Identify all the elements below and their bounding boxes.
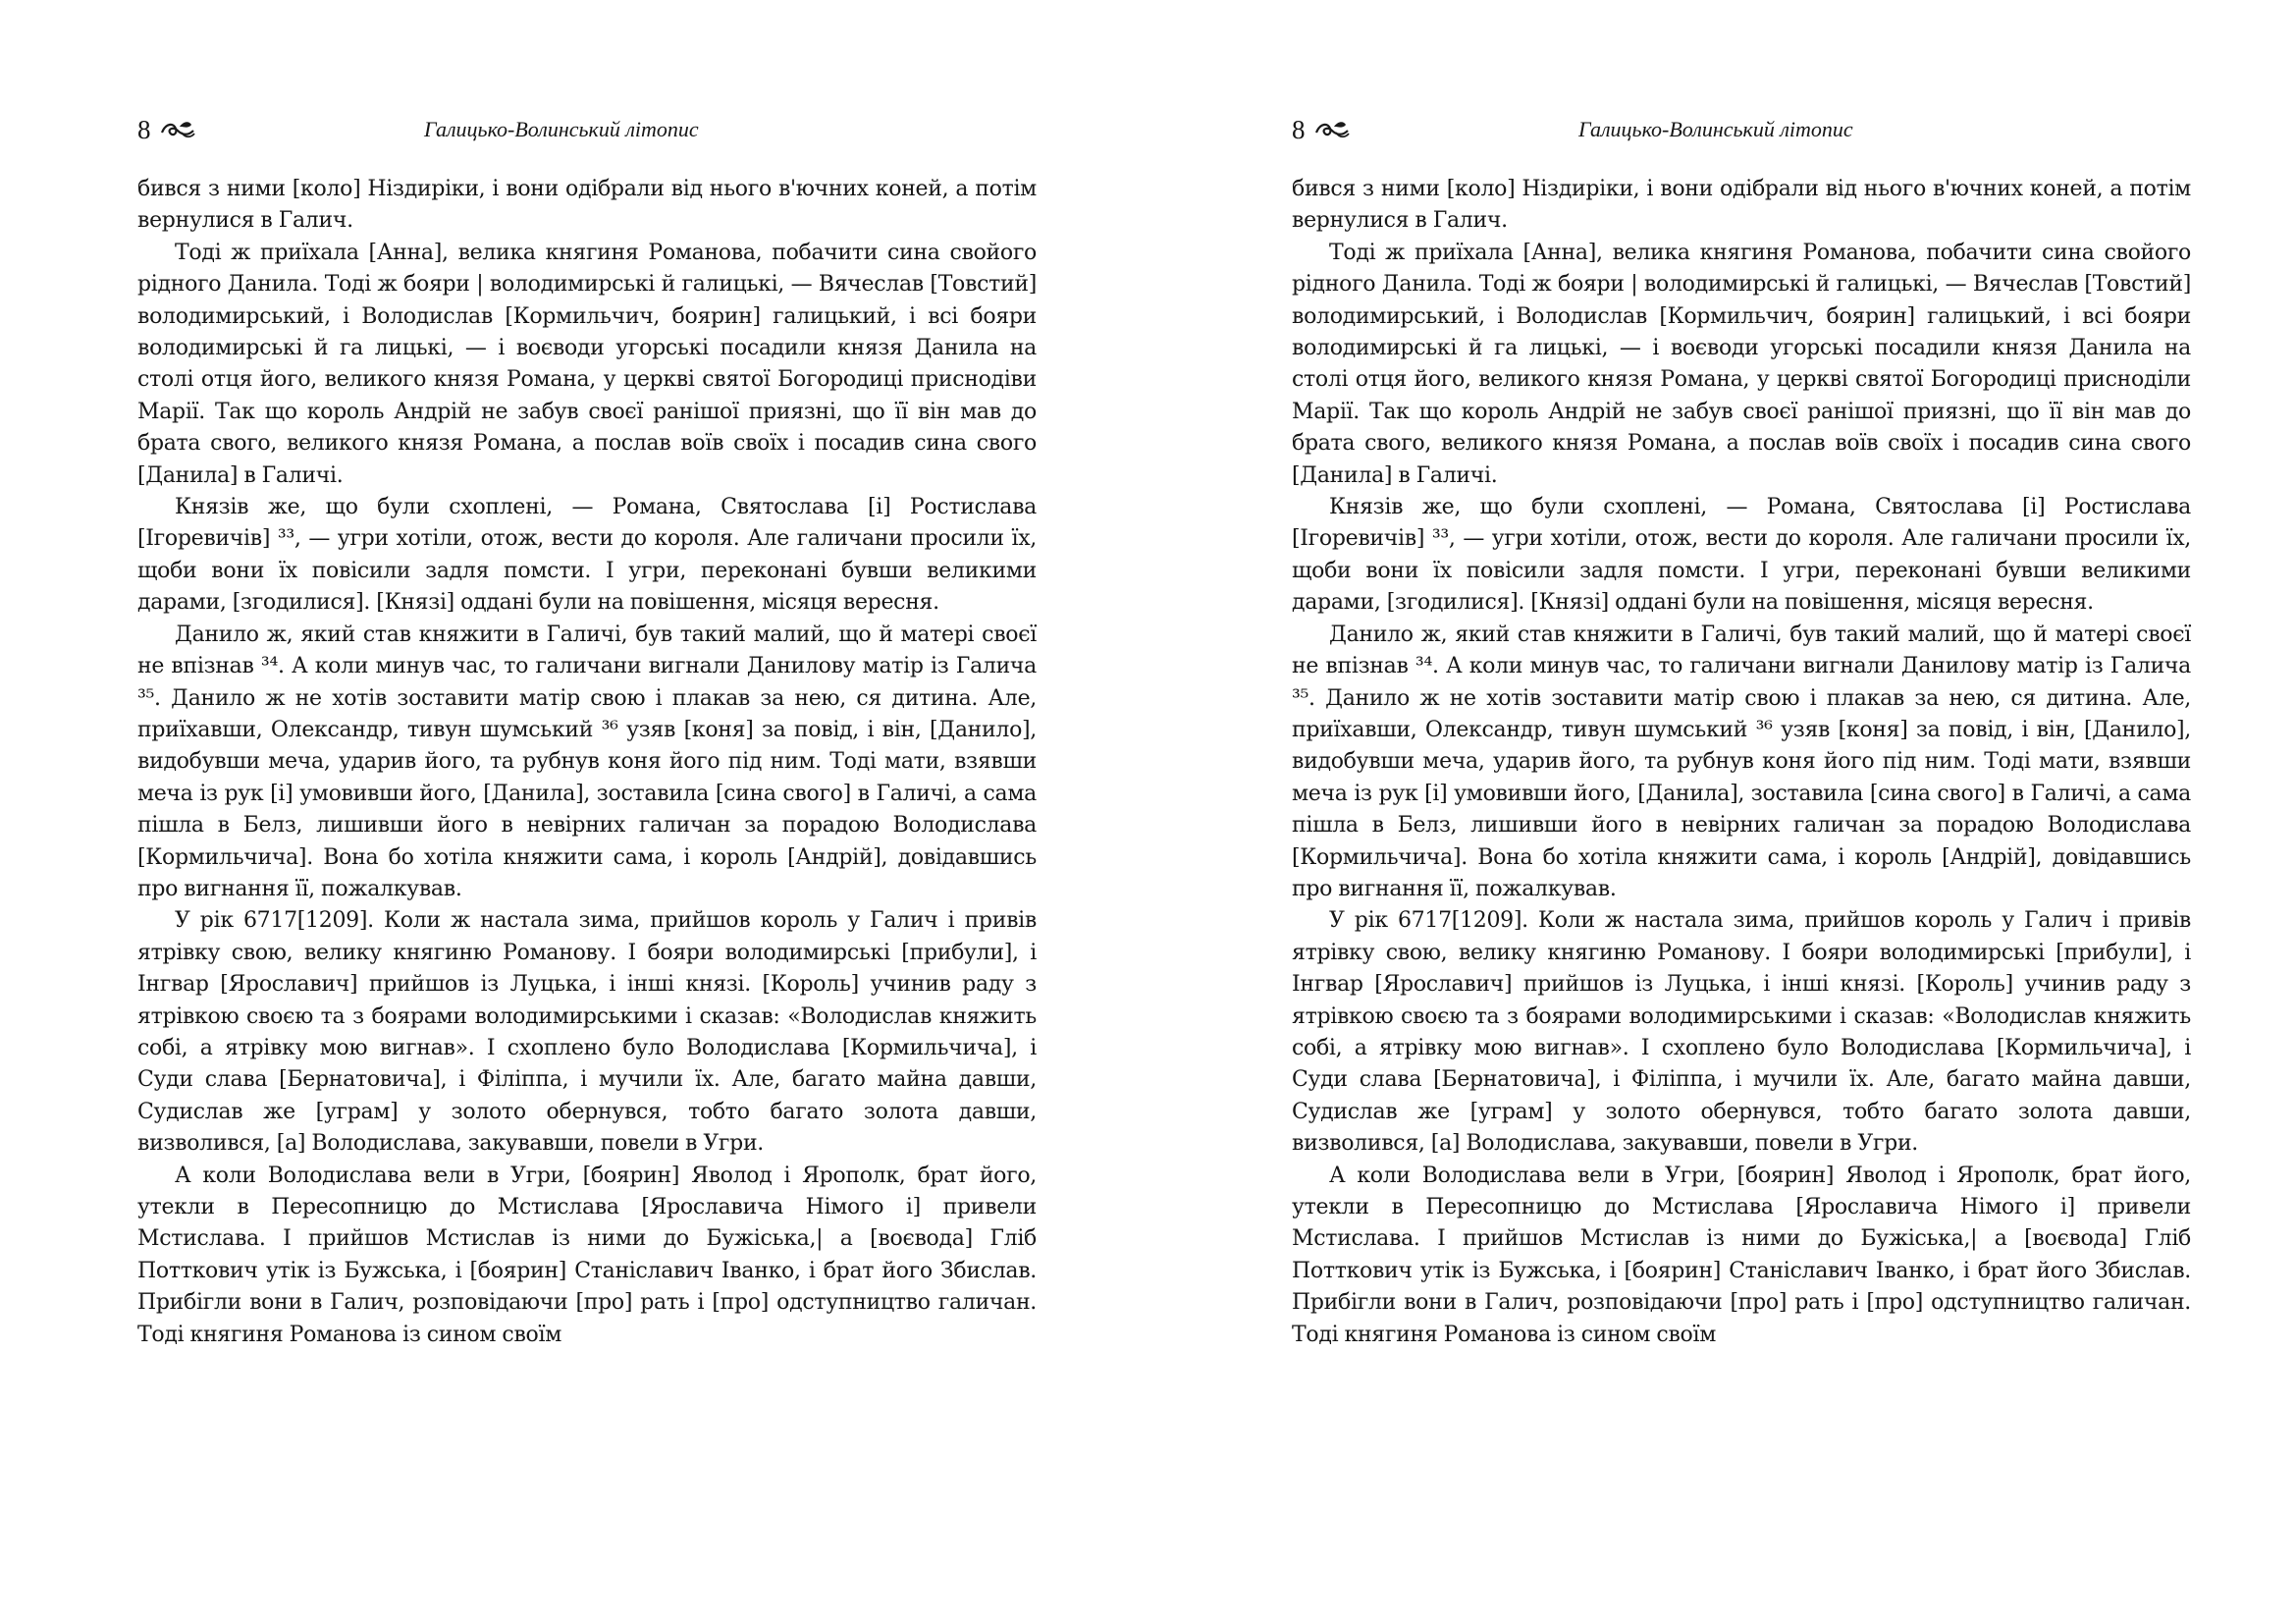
body-text bbox=[137, 174, 1037, 1351]
paragraph: У рік 6717[1209]. Коли ж настала зима, прийшов король у Галич і привів ятрівку свою, велику княгиню Романову. І бояри володимирські [прибули], і Інгвар [Ярославич] прийшов із Луцька, і інші князі. [Король] учинив раду з ятрівкою своєю та з боярами володимирськими і сказав: «Володислав княжить собі, а ятрівку мою вигнав». І схоплено було Володислава [Кормильчича], і Суди слава [Бернатовича], і Філіппа, і мучили їх. Але, багато майна давши, Судислав же [уграм] у золото обернувся, тобто багато золота давши, визволився, [а] Володислава, закувавши, повели в Угри. bbox=[137, 908, 1037, 1157]
running-title: Галицько-Волинський літопис bbox=[424, 117, 699, 141]
paragraph: бився з ними [коло] Ніздиріки, і вони одібрали від нього в'ючних коней, а потім вернулися в Галич. bbox=[137, 177, 1037, 234]
paragraph: У рік 6717[1209]. Коли ж настала зима, прийшов король у Галич і привів ятрівку свою, велику княгиню Романову. І бояри володимирські [прибули], і Інгвар [Ярославич] прийшов із Луцька, і інші князі. [Король] учинив раду з ятрівкою своєю та з боярами володимирськими і сказав: «Володислав княжить собі, а ятрівку мою вигнав». І схоплено було Володислава [Кормильчича], і Суди слава [Бернатовича], і Філіппа, і мучили їх. Але, багато майна давши, Судислав же [уграм] у золото обернувся, тобто багато золота давши, визволився, [а] Володислава, закувавши, повели в Угри. bbox=[1292, 908, 2191, 1157]
page-header bbox=[1292, 110, 2191, 151]
paragraph: Тоді ж приїхала [Анна], велика княгиня Романова, побачити сина свойого рідного Данила. Тоді ж бояри | володимирські й галицькі, — Вячеслав [Товстий] володимирський, і Володислав [Кормильчич, боярин] галицький, і всі бояри володимирські й га лицькі, — і воєводи угорські посадили князя Данила на столі отця його, великого князя Романа, у церкві святої Богородиці присноділи Марії. Так що король Андрій не забув своєї ранішої приязні, що її він мав до брата свого, великого князя Романа, а послав воїв своїх і посадив сина свого [Данила] в Галичі. bbox=[1292, 240, 2191, 488]
paragraph: Князів же, що були схоплені, — Романа, Святослава [і] Ростислава [Ігоревичів] ³³, — угри хотіли, отож, вести до короля. Але галичани просили їх, щоби вони їх повісили задля помсти. І угри, переконані бувши великими дарами, [згодилися]. [Князі] оддані були на повішення, місяця вересня. bbox=[1292, 495, 2191, 616]
paragraph: Данило ж, який став княжити в Галичі, був такий малий, що й матері своєї не впізнав ³⁴. А коли минув час, то галичани вигнали Данилову матір із Галича ³⁵. Данило ж не хотів зоставити матір свою і плакав за нею, ся дитина. Але, приїхавши, Олександр, тивун шумський ³⁶ узяв [коня] за повід, і він, [Данило], видобувши меча, ударив його, та рубнув коня його під ним. Тоді мати, взявши меча із рук [і] умовивши його, [Данила], зоставила [сина свого] в Галичі, а сама пішла в Белз, лишивши його в невірних галичан за порадою Володислава [Кормильчича]. Вона бо хотіла княжити сама, і король [Андрій], довідавшись про вигнання її, пожалкував. bbox=[1292, 622, 2191, 901]
page-number: 8 bbox=[1292, 115, 1306, 144]
body-text bbox=[1292, 174, 2191, 1351]
left-page bbox=[137, 110, 1037, 1351]
page-header bbox=[137, 110, 1037, 151]
floral-ornament-icon bbox=[1314, 119, 1352, 140]
paragraph: А коли Володислава вели в Угри, [боярин] Яволод і Ярополк, брат його, утекли в Пересопницю до Мстислава [Ярославича Німого і] привели Мстислава. І прийшов Мстислав із ними до Бужіська,| а [воєвода] Гліб Потткович утік із Бужська, і [боярин] Станіславич Іванко, і брат його Збислав. Прибігли вони в Галич, розповідаючи [про] рать і [про] одступництво галичан. Тоді княгиня Романова із сином своїм bbox=[137, 1163, 1037, 1347]
floral-ornament-icon bbox=[160, 119, 197, 140]
page-number: 8 bbox=[137, 115, 151, 144]
paragraph: бився з ними [коло] Ніздиріки, і вони одібрали від нього в'ючних коней, а потім вернулися в Галич. bbox=[1292, 177, 2191, 234]
right-page bbox=[1292, 110, 2191, 1351]
paragraph: Данило ж, який став княжити в Галичі, був такий малий, що й матері своєї не впізнав ³⁴. А коли минув час, то галичани вигнали Данилову матір із Галича ³⁵. Данило ж не хотів зоставити матір свою і плакав за нею, ся дитина. Але, приїхавши, Олександр, тивун шумський ³⁶ узяв [коня] за повід, і він, [Данило], видобувши меча, ударив його, та рубнув коня його під ним. Тоді мати, взявши меча із рук [і] умовивши його, [Данила], зоставила [сина свого] в Галичі, а сама пішла в Белз, лишивши його в невірних галичан за порадою Володислава [Кормильчича]. Вона бо хотіла княжити сама, і король [Андрій], довідавшись про вигнання її, пожалкував. bbox=[137, 622, 1037, 901]
paragraph: Тоді ж приїхала [Анна], велика княгиня Романова, побачити сина свойого рідного Данила. Тоді ж бояри | володимирські й галицькі, — Вячеслав [Товстий] володимирський, і Володислав [Кормильчич, боярин] галицький, і всі бояри володимирські й га лицькі, — і воєводи угорські посадили князя Данила на столі отця його, великого князя Романа, у церкві святої Богородиці приснодіви Марії. Так що король Андрій не забув своєї ранішої приязні, що її він мав до брата свого, великого князя Романа, а послав воїв своїх і посадив сина свого [Данила] в Галичі. bbox=[137, 240, 1037, 488]
running-title: Галицько-Волинський літопис bbox=[1578, 117, 1853, 141]
paragraph: А коли Володислава вели в Угри, [боярин] Яволод і Ярополк, брат його, утекли в Пересопницю до Мстислава [Ярославича Німого і] привели Мстислава. І прийшов Мстислав із ними до Бужіська,| а [воєвода] Гліб Потткович утік із Бужська, і [боярин] Станіславич Іванко, і брат його Збислав. Прибігли вони в Галич, розповідаючи [про] рать і [про] одступництво галичан. Тоді княгиня Романова із сином своїм bbox=[1292, 1163, 2191, 1347]
paragraph: Князів же, що були схоплені, — Романа, Святослава [і] Ростислава [Ігоревичів] ³³, — угри хотіли, отож, вести до короля. Але галичани просили їх, щоби вони їх повісили задля помсти. І угри, переконані бувши великими дарами, [згодилися]. [Князі] оддані були на повішення, місяця вересня. bbox=[137, 495, 1037, 616]
